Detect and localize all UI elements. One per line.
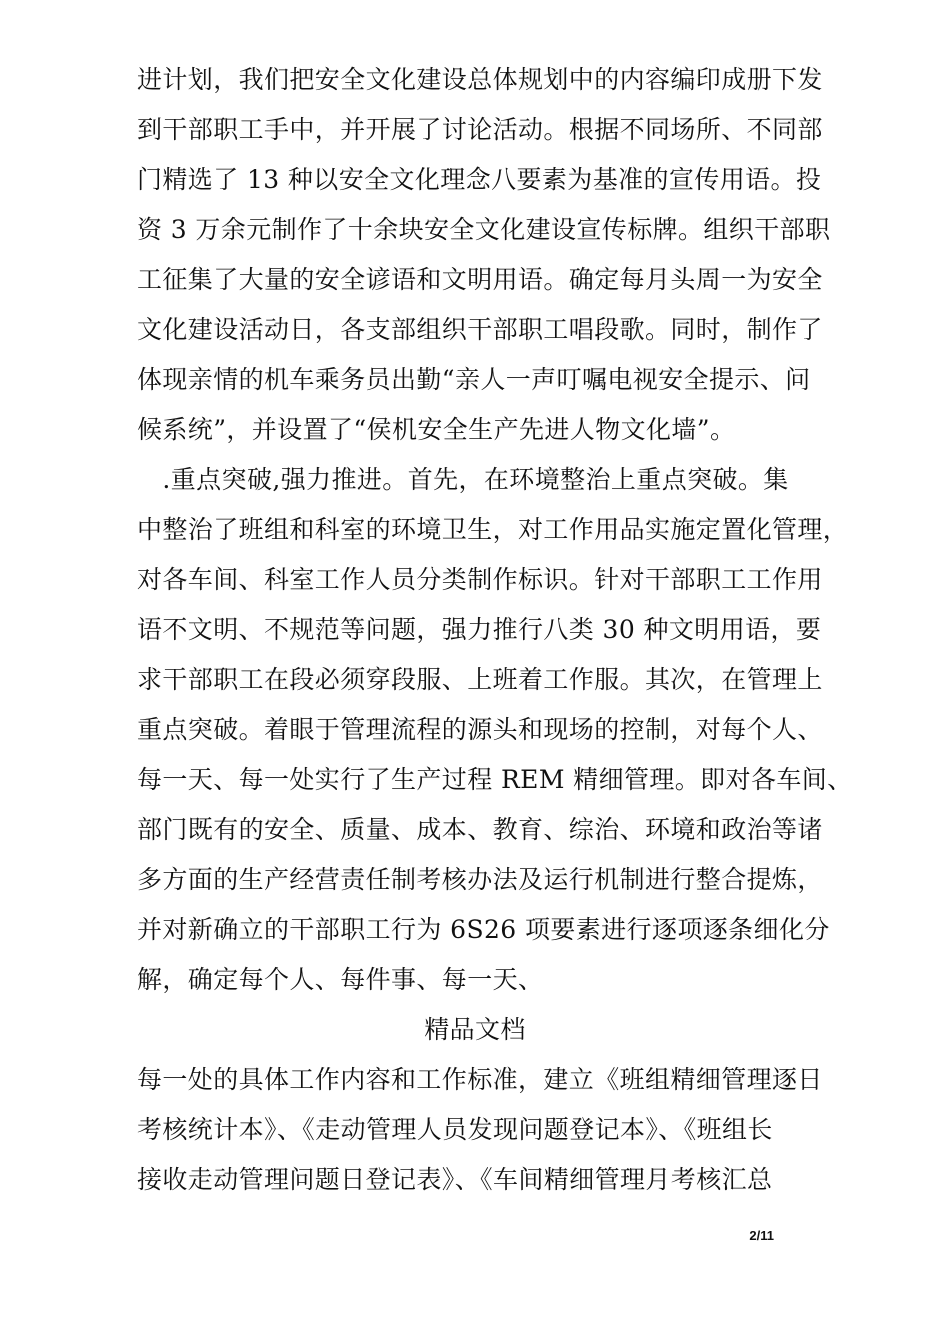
body-text-line: 体现亲情的机车乘务员出勤“亲人一声叮嘱电视安全提示、问 [137, 365, 811, 394]
body-text-line: 并对新确立的干部职工行为 6S26 项要素进行逐项逐条细化分 [137, 915, 830, 944]
body-text-line: 对各车间、科室工作人员分类制作标识。针对干部职工工作用 [137, 565, 823, 594]
body-text-line: 重点突破。着眼于管理流程的源头和现场的控制，对每个人、 [137, 715, 823, 744]
page-number: 2/11 [749, 1228, 774, 1243]
body-text-line: 部门既有的安全、质量、成本、教育、综治、环境和政治等诸 [137, 815, 823, 844]
body-text-line: 多方面的生产经营责任制考核办法及运行机制进行整合提炼， [137, 865, 823, 894]
body-text-line: 资 3 万余元制作了十余块安全文化建设宣传标牌。组织干部职 [137, 215, 831, 244]
body-text-line: 求干部职工在段必须穿段服、上班着工作服。其次，在管理上 [137, 665, 823, 694]
body-text-line: 中整治了班组和科室的环境卫生，对工作用品实施定置化管理， [137, 515, 849, 544]
body-text-line: 接收走动管理问题日登记表》、《车间精细管理月考核汇总 [137, 1165, 773, 1194]
body-text-line: 文化建设活动日，各支部组织干部职工唱段歌。同时，制作了 [137, 315, 823, 344]
body-text-line: 到干部职工手中，并开展了讨论活动。根据不同场所、不同部 [137, 115, 823, 144]
body-text-line: 每一处的具体工作内容和工作标准，建立《班组精细管理逐日 [137, 1065, 823, 1094]
body-text-line: 工征集了大量的安全谚语和文明用语。确定每月头周一为安全 [137, 265, 823, 294]
body-text-line: 考核统计本》、《走动管理人员发现问题登记本》、《班组长 [137, 1115, 773, 1144]
body-text-line: 候系统”，并设置了“侯机安全生产先进人物文化墙”。 [137, 415, 736, 444]
body-text-line: 门精选了 13 种以安全文化理念八要素为基准的宣传用语。投 [137, 165, 822, 194]
body-text-line: 解，确定每个人、每件事、每一天、 [137, 965, 544, 994]
body-text-line: .重点突破,强力推进。首先，在环境整治上重点突破。集 [137, 465, 789, 494]
body-text-line: 语不文明、不规范等问题，强力推行八类 30 种文明用语，要 [137, 615, 822, 644]
page-break-label: 精品文档 [424, 1015, 526, 1044]
body-text-line: 进计划，我们把安全文化建设总体规划中的内容编印成册下发 [137, 65, 823, 94]
body-text-line: 每一天、每一处实行了生产过程 REM 精细管理。即对各车间、 [137, 765, 853, 794]
